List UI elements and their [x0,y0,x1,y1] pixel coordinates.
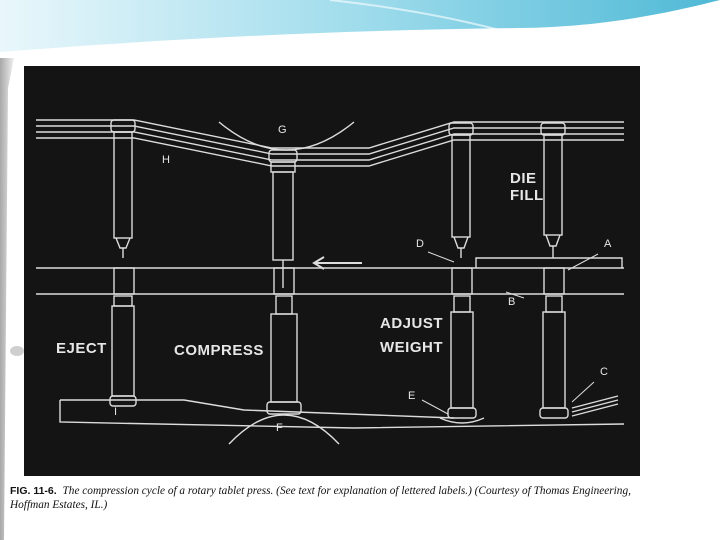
lower-punch [267,296,301,414]
upper-punch [541,123,565,258]
letter-label-h: H [162,154,170,166]
rotation-direction-arrow [314,257,362,269]
stage-label-compress: COMPRESS [174,342,264,359]
figure-number: FIG. 11-6. [10,485,57,497]
letter-label-d: D [416,238,424,250]
stage-label-adjust-weight-line: WEIGHT [380,339,443,356]
upper-punch [449,123,473,258]
weight-adjustment-cam [440,418,484,423]
slide-bullet [10,346,24,356]
stage-label-adjust-weight [380,312,443,360]
upper-punch [269,150,297,288]
lower-punch [110,296,136,406]
stage-label-die-fill-line: DIE [510,170,537,187]
letter-label-i: I [114,406,118,418]
die-table [36,268,624,294]
letter-label-g: G [278,124,287,136]
label-leader-lines [422,252,598,414]
lower-compression-roll [229,415,339,444]
upper-punch [111,120,135,258]
stage-label-die-fill-line: FILL [510,187,544,204]
feed-frame [476,258,622,268]
letter-label-c: C [600,366,608,378]
slide-header-swoosh [0,0,720,60]
figure-panel [24,66,640,476]
stage-label-die-fill [510,170,544,204]
side-accent-bar [0,58,14,540]
lower-punch [448,296,476,418]
letter-label-e: E [408,390,416,402]
figure-caption [10,484,660,512]
ejection-cam [572,396,618,416]
lower-punch [540,296,568,418]
letter-label-b: B [508,296,516,308]
upper-cam-track [36,120,624,166]
letter-label-a: A [604,238,612,250]
stage-label-eject: EJECT [56,340,107,357]
figure-caption-text: The compression cycle of a rotary tablet press. (See text for explanation of lettered labels.) (Courtesy of Thomas Engineering, Hoffman Estates, IL.) [10,485,631,511]
letter-label-f: F [276,422,283,434]
stage-label-adjust-weight-line: ADJUST [380,315,444,332]
